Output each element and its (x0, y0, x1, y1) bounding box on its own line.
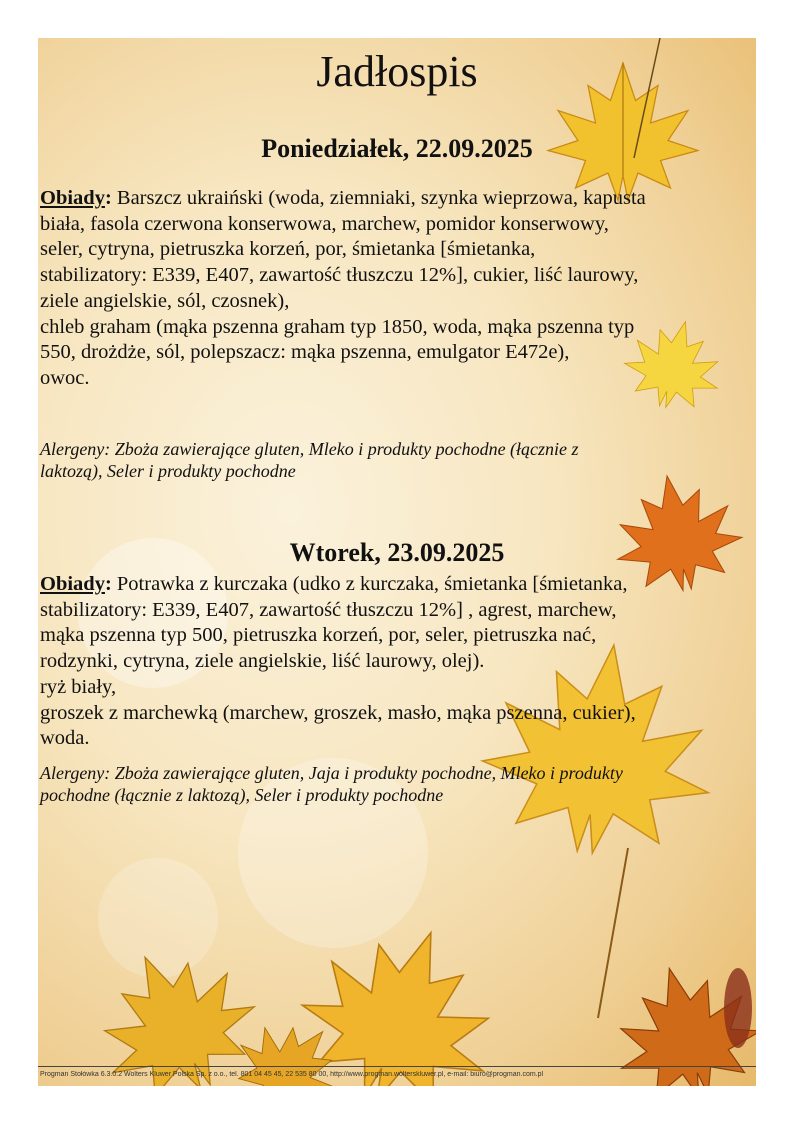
meal-line: ryż biały, (40, 675, 117, 698)
meal-line: biała, fasola czerwona konserwowa, marchew, pomidor konserwowy, (40, 212, 609, 235)
meal-line: rodzynki, cytryna, ziele angielskie, liść laurowy, olej). (40, 650, 485, 673)
meal-line: Barszcz ukraiński (woda, ziemniaki, szynka wieprzowa, kapusta (116, 187, 646, 209)
meal-line: seler, cytryna, pietruszka korzeń, por, śmietanka [śmietanka, (40, 238, 536, 261)
meal-description (40, 186, 754, 392)
meal-line: woda. (40, 727, 90, 750)
allergens-line: Alergeny: Zboża zawierające gluten, Mleko i produkty pochodne (łącznie z (40, 439, 579, 459)
allergens-line: Alergeny: Zboża zawierające gluten, Jaja i produkty pochodne, Mleko i produkty (40, 763, 623, 783)
meal-label-colon: : (104, 187, 112, 209)
meal-line: owoc. (40, 366, 90, 389)
menu-sheet (38, 38, 756, 1086)
meal-line: Potrawka z kurczaka (udko z kurczaka, śmietanka [śmietanka, (116, 573, 628, 595)
allergens-info (40, 438, 754, 482)
meal-description (40, 572, 754, 752)
maple-leaf-icon (280, 900, 521, 1086)
day-heading: Wtorek, 23.09.2025 (289, 538, 505, 567)
meal-line: 550, drożdże, sól, polepszacz: mąka pszenna, emulgator E472e), (40, 341, 570, 364)
meal-line: ziele angielskie, sól, czosnek), (40, 289, 290, 312)
meal-line: stabilizatory: E339, E407, zawartość tłuszczu 12%], cukier, liść laurowy, (40, 264, 639, 287)
maple-leaf-icon (74, 924, 276, 1086)
meal-label: Obiady (40, 573, 105, 595)
meal-line: mąka pszenna typ 500, pietruszka korzeń, por, seler, pietruszka nać, (40, 624, 597, 647)
meal-line: chleb graham (mąka pszenna graham typ 1850, woda, mąka pszenna typ (40, 315, 635, 338)
page-title: Jadłospis (316, 47, 478, 96)
day-heading: Poniedziałek, 22.09.2025 (261, 134, 533, 163)
page-footer: Progman Stołówka 6.3.0.2 Wolters Kluwer Polska Sp. z o.o., tel. 801 04 45 45, 22 535 80 00, http://www.progman.wolterskluwer.pl, e-mail: biuro@progman.com.pl (40, 1071, 544, 1078)
allergens-info (40, 762, 754, 806)
allergens-line: pochodne (łącznie z laktozą), Seler i produkty pochodne (40, 785, 444, 805)
meal-label-colon: : (104, 573, 112, 595)
footer-divider (38, 1066, 756, 1067)
meal-line: stabilizatory: E339, E407, zawartość tłuszczu 12%] , agrest, marchew, (40, 598, 617, 621)
allergens-line: laktozą), Seler i produkty pochodne (40, 461, 296, 481)
meal-label: Obiady (40, 187, 105, 209)
meal-line: groszek z marchewką (marchew, groszek, masło, mąka pszenna, cukier), (40, 701, 636, 724)
